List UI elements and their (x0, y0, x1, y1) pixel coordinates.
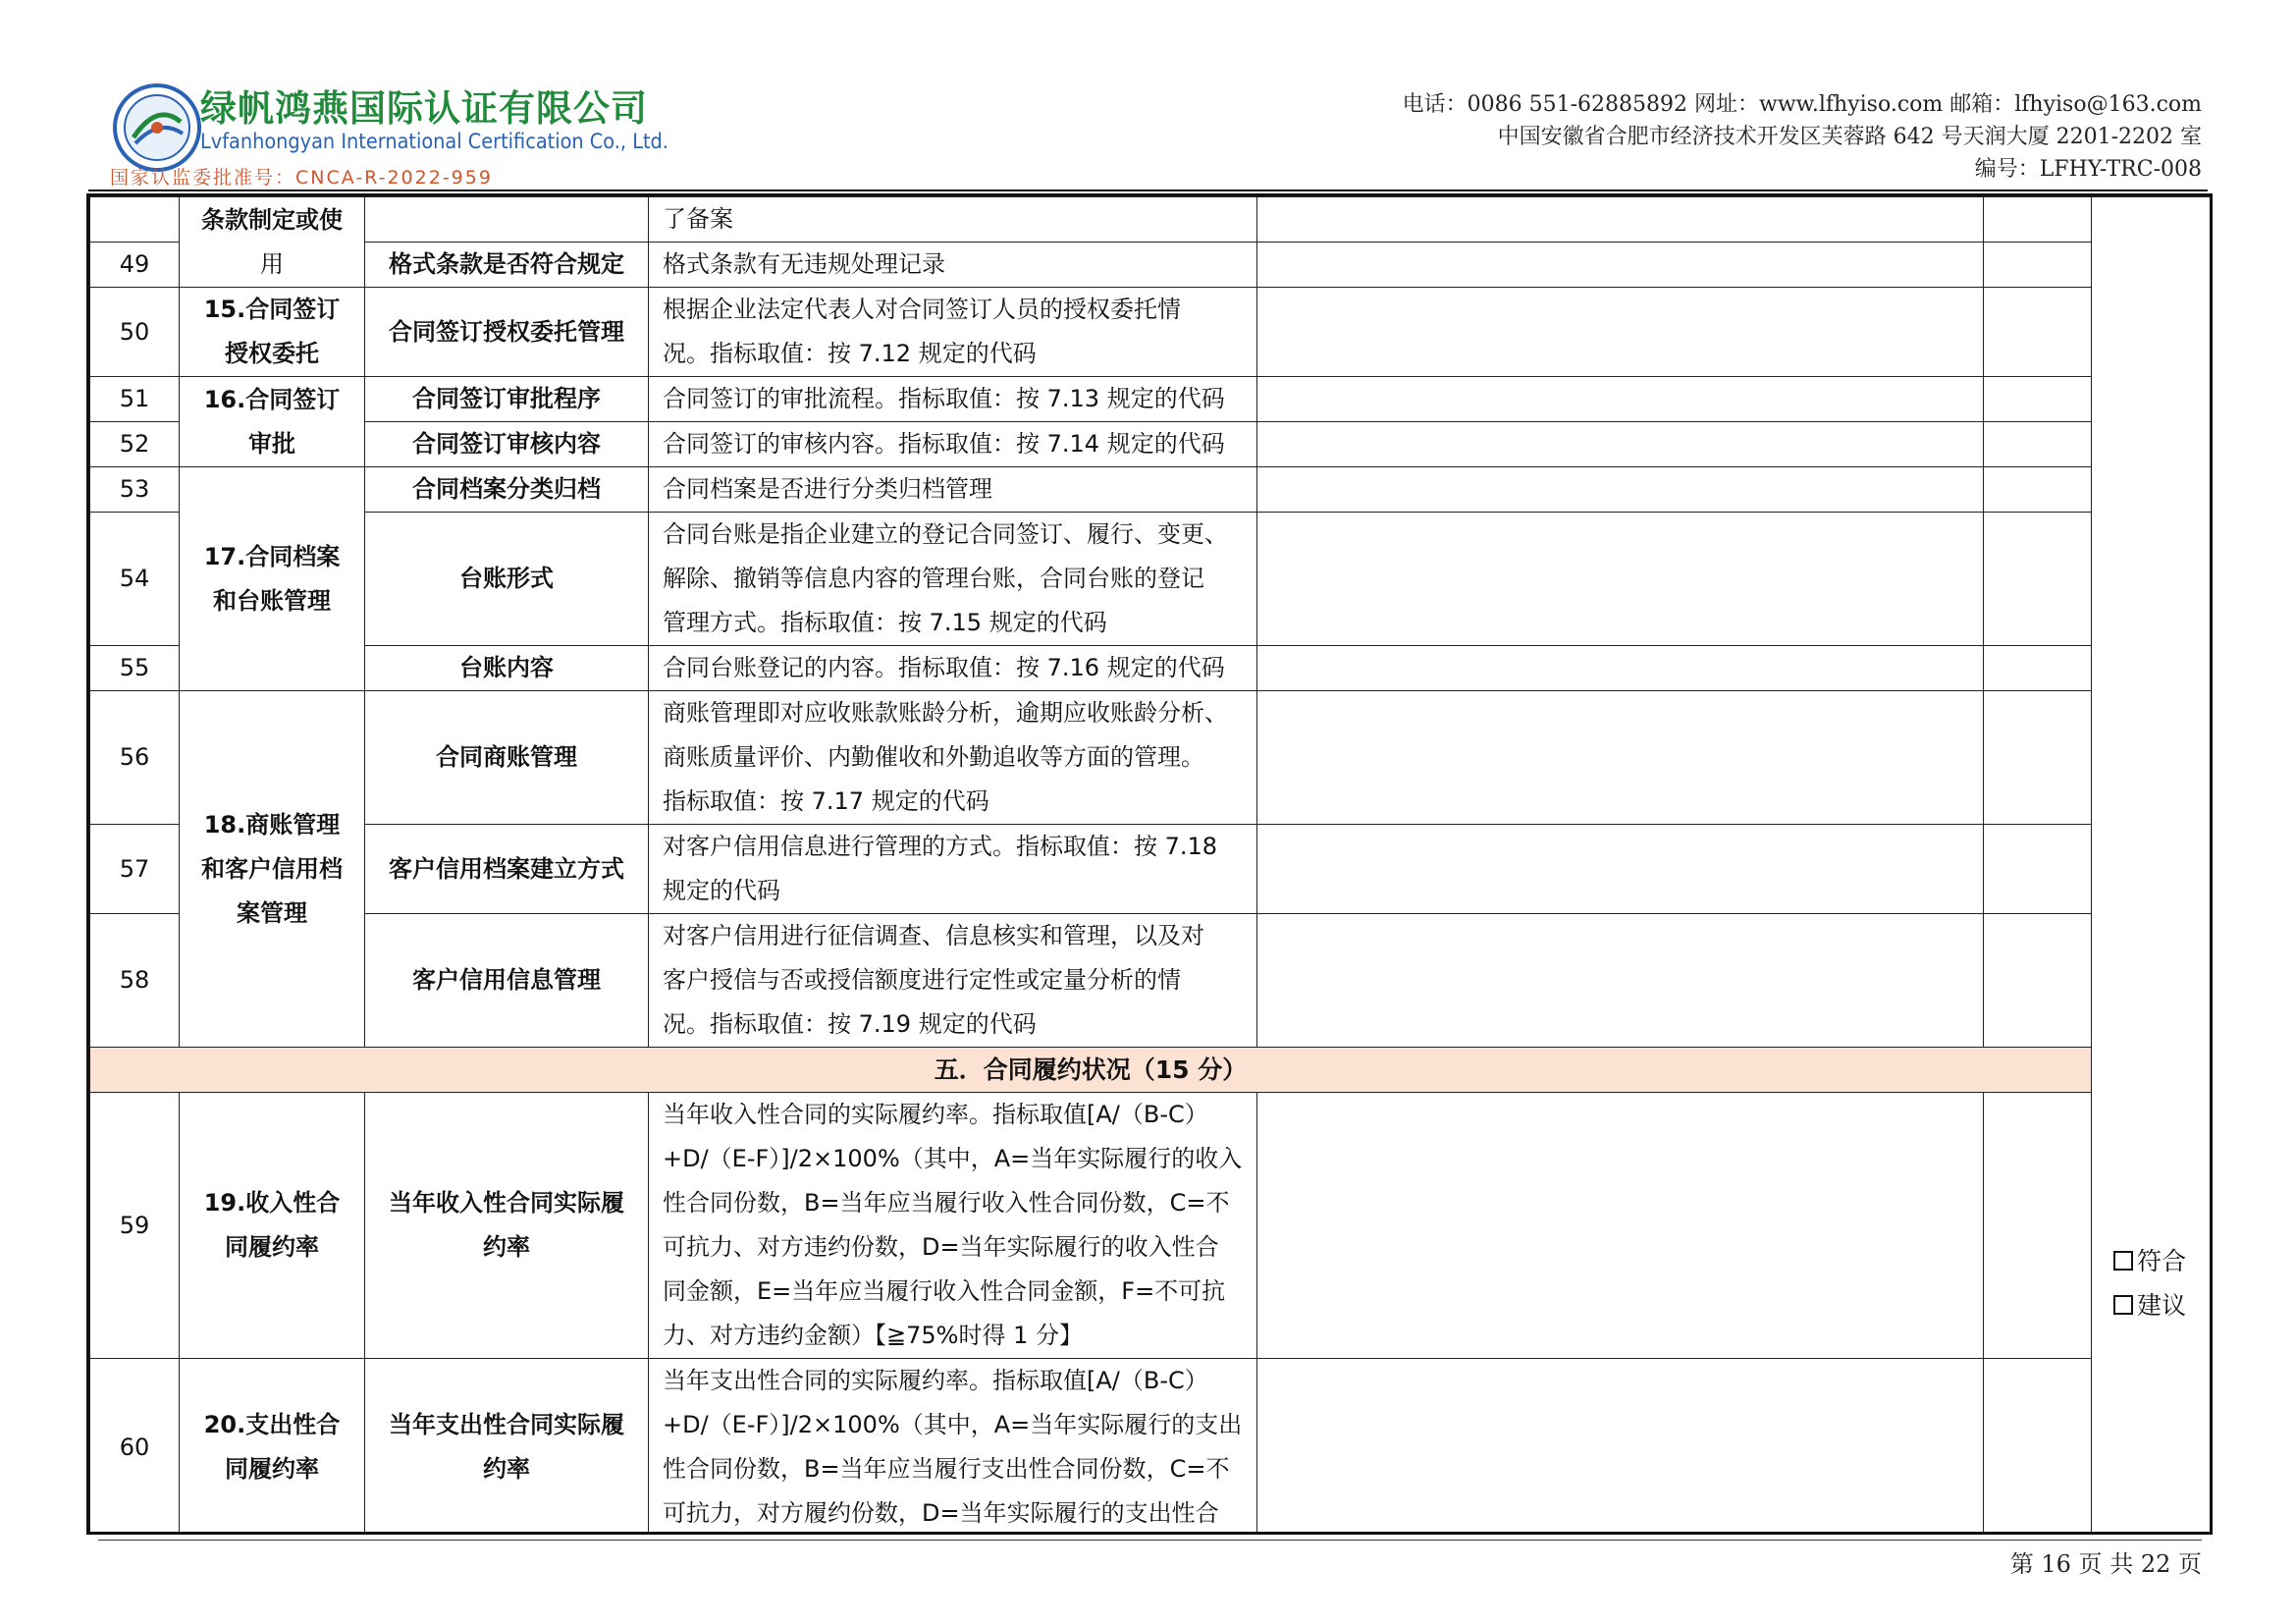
description-cell: 格式条款有无违规处理记录 (649, 243, 1257, 288)
company-name-cn: 绿帆鸿燕国际认证有限公司 (200, 87, 648, 130)
table-row (90, 197, 2211, 243)
contact-line: 电话：0086 551-62885892 网址：www.lfhyiso.com 邮箱：lfhyiso@163.com (1402, 92, 2202, 117)
description-cell: 合同签订的审核内容。指标取值：按 7.14 规定的代码 (649, 422, 1257, 467)
table-row (90, 1359, 2211, 1536)
category-label: 同履约率 (225, 1455, 319, 1483)
description-cell: 当年支出性合同的实际履约率。指标取值[A/（B-C） +D/（E-F）]/2×100%（其中，A=当年实际履行的支出 性合同份数，B=当年应当履行支出性合同份数，C=不 可抗力，对方履约份数，D=当年实际履行的支出性合 (649, 1359, 1257, 1536)
row-number: 52 (90, 422, 180, 467)
item-label: 客户信用信息管理 (365, 914, 649, 1048)
description-cell: 合同签订的审批流程。指标取值：按 7.13 规定的代码 (649, 377, 1257, 422)
result-checkbox-cell (2092, 197, 2211, 1536)
category-label: 同履约率 (225, 1233, 319, 1261)
table-row (90, 377, 2211, 422)
row-number: 58 (90, 914, 180, 1048)
description-cell: 对客户信用信息进行管理的方式。指标取值：按 7.18 规定的代码 (649, 825, 1257, 914)
description-cell: 对客户信用进行征信调查、信息核实和管理，以及对 客户授信与否或授信额度进行定性或定量分析的情 况。指标取值：按 7.19 规定的代码 (649, 914, 1257, 1048)
footer-divider (98, 1540, 2202, 1541)
checkbox-icon (2113, 1295, 2133, 1315)
row-number: 60 (90, 1359, 180, 1536)
item-label: 台账内容 (365, 646, 649, 691)
row-number: 57 (90, 825, 180, 914)
item-label: 合同档案分类归档 (365, 467, 649, 513)
description-cell: 根据企业法定代表人对合同签订人员的授权委托情 况。指标取值：按 7.12 规定的代码 (649, 288, 1257, 377)
item-label: 客户信用档案建立方式 (365, 825, 649, 914)
audit-table (86, 193, 2213, 1535)
company-logo (110, 79, 668, 189)
category-label: 授权委托 (225, 340, 319, 367)
row-number: 50 (90, 288, 180, 377)
description-cell: 了备案 (649, 197, 1257, 243)
checkbox-icon (2113, 1251, 2133, 1271)
category-label: 审批 (248, 429, 295, 458)
description-cell: 当年收入性合同的实际履约率。指标取值[A/（B-C） +D/（E-F）]/2×100%（其中，A=当年实际履行的收入 性合同份数，B=当年应当履行收入性合同份数，C=不 可抗力、对方违约份数，D=当年实际履行的收入性合 同金额，E=当年应当履行收入性合同金额，F=不可抗 力、对方违约金额）【≧75%时得 1 分】 (649, 1093, 1257, 1359)
category-label: 用 (260, 249, 284, 278)
page-number: 第 16 页 共 22 页 (2009, 1550, 2202, 1578)
row-number: 54 (90, 513, 180, 646)
table-row (90, 691, 2211, 825)
table-row (90, 288, 2211, 377)
row-number: 53 (90, 467, 180, 513)
table-row (90, 422, 2211, 467)
row-number: 51 (90, 377, 180, 422)
section-title: 五．合同履约状况（15 分） (90, 1048, 2092, 1093)
checkbox-suggest[interactable]: 建议 (2113, 1283, 2204, 1327)
table-row (90, 646, 2211, 691)
category-label: 15.合同签订 (203, 296, 341, 323)
description-cell: 合同档案是否进行分类归档管理 (649, 467, 1257, 513)
description-cell: 合同台账登记的内容。指标取值：按 7.16 规定的代码 (649, 646, 1257, 691)
item-label: 当年收入性合同实际履 (389, 1189, 624, 1217)
category-label: 和台账管理 (213, 586, 331, 615)
description-cell: 商账管理即对应收账款账龄分析，逾期应收账龄分析、 商账质量评价、内勤催收和外勤追收等方面的管理。 指标取值：按 7.17 规定的代码 (649, 691, 1257, 825)
address-line: 中国安徽省合肥市经济技术开发区芙蓉路 642 号天润大厦 2201-2202 室 (1497, 125, 2202, 149)
document-number: 编号：LFHY-TRC-008 (1974, 157, 2202, 182)
row-number: 49 (90, 243, 180, 288)
contact-block (1403, 88, 2202, 186)
section-header-row (90, 1048, 2211, 1093)
header-divider (88, 189, 2208, 191)
category-label: 18.商账管理 (203, 810, 341, 839)
category-label: 19.收入性合 (203, 1189, 341, 1217)
item-label: 合同签订审核内容 (365, 422, 649, 467)
item-label: 合同签订审批程序 (365, 377, 649, 422)
category-label: 17.合同档案 (203, 542, 341, 570)
table-row (90, 243, 2211, 288)
approval-number: 国家认监委批准号：CNCA-R-2022-959 (110, 167, 493, 189)
category-label: 条款制定或使 (201, 205, 343, 234)
table-row (90, 1093, 2211, 1359)
item-label: 约率 (483, 1455, 530, 1483)
category-label: 20.支出性合 (203, 1411, 341, 1438)
table-row (90, 467, 2211, 513)
checkbox-conform[interactable]: 符合 (2113, 1239, 2204, 1283)
row-number: 55 (90, 646, 180, 691)
table-row (90, 914, 2211, 1048)
item-label: 合同商账管理 (365, 691, 649, 825)
row-number: 56 (90, 691, 180, 825)
item-label: 台账形式 (365, 513, 649, 646)
item-label: 当年支出性合同实际履 (389, 1411, 624, 1438)
table-row (90, 513, 2211, 646)
company-name-en: Lvfanhongyan International Certification Co., Ltd. (200, 130, 668, 153)
category-label: 和客户信用档 (201, 854, 343, 883)
item-label: 合同签订授权委托管理 (365, 288, 649, 377)
item-label: 约率 (483, 1233, 530, 1261)
category-label: 16.合同签订 (203, 385, 341, 413)
item-label: 格式条款是否符合规定 (365, 243, 649, 288)
description-cell: 合同台账是指企业建立的登记合同签订、履行、变更、 解除、撤销等信息内容的管理台账，合同台账的登记 管理方式。指标取值：按 7.15 规定的代码 (649, 513, 1257, 646)
table-row (90, 825, 2211, 914)
category-label: 案管理 (237, 898, 307, 927)
certification-seal-icon (112, 82, 202, 173)
row-number: 59 (90, 1093, 180, 1359)
